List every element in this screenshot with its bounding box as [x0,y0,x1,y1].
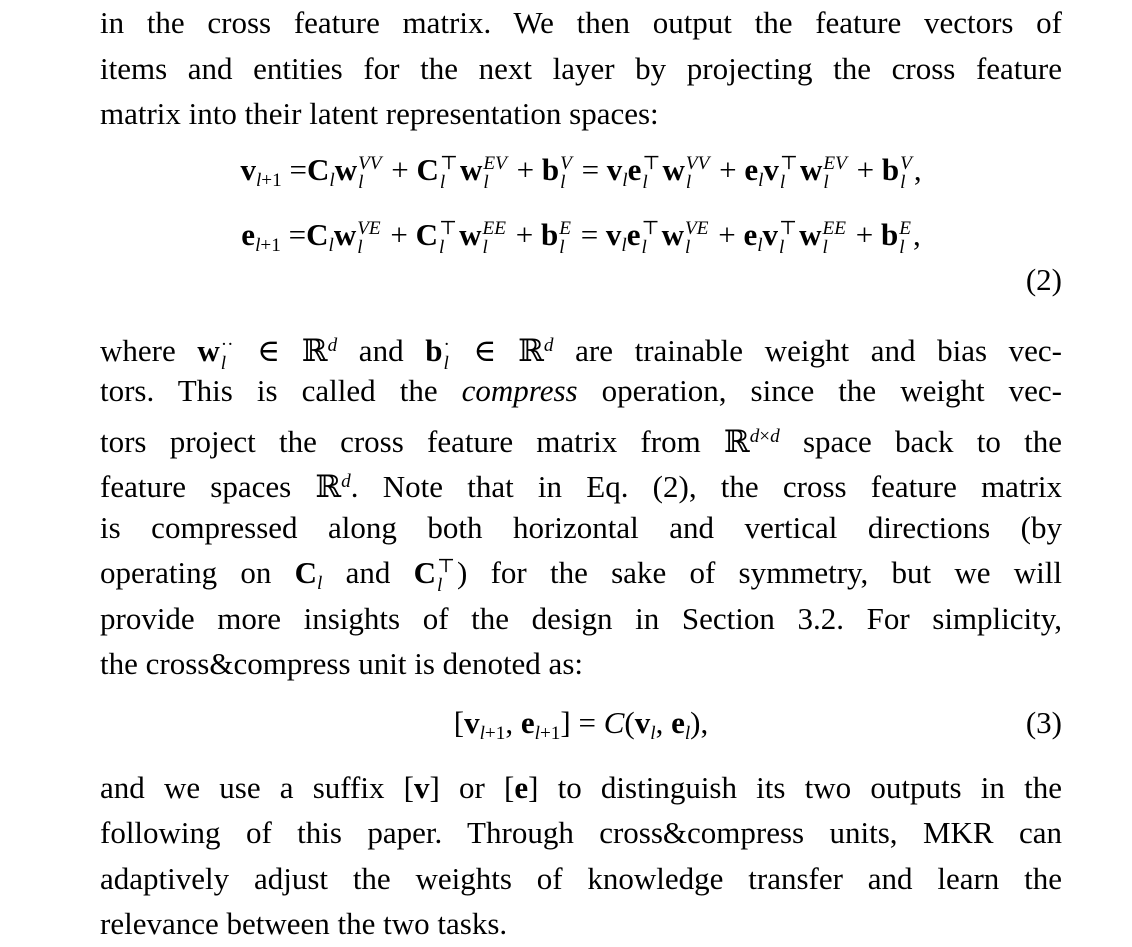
math-italic-var: EE [482,217,506,239]
sup-row [483,219,506,238]
math-italic-var: l [443,352,449,374]
math-bold-var: v [240,151,256,187]
math-italic-var: l [757,234,763,256]
sup-row [642,219,660,238]
text-run: + [382,216,416,252]
text-run: · [443,333,450,355]
math-italic-var: l [621,234,627,256]
text-line [100,810,1062,856]
math-bold-var: v [762,216,779,252]
sub-row [437,576,455,595]
math-bold-var: w [334,151,358,187]
math-italic-var: l [328,234,334,256]
subscript [535,723,561,744]
math-italic-var: EE [822,217,846,239]
sup-row [443,335,449,354]
math-italic-var: l [684,722,691,744]
math-bold-var: w [333,216,357,252]
text-line [100,0,1062,46]
text-run: and [337,332,426,368]
sup-row [559,219,571,238]
text-line [100,459,1062,505]
text-run: , [655,704,672,740]
text-run: ∈ ℝ [451,332,544,368]
sup-sub-stack [439,219,457,257]
math-italic-var: l [758,169,764,191]
math-bold-var: w [662,151,685,187]
equation-number: (2) [1025,261,1062,297]
sup-sub-stack [823,154,846,192]
sub-row [358,173,381,192]
math-bold-var: v [634,704,651,740]
math-italic-var: l [779,171,786,193]
text-line [100,46,1062,92]
math-italic-var: l [255,234,261,256]
sub-row [823,238,846,257]
sup-row [823,154,846,173]
text-run: +1 [261,169,282,191]
sup-sub-stack [823,219,846,257]
math-italic-var: l [559,236,565,258]
math-italic-var: l [899,236,905,258]
text-line [100,856,1062,902]
text-run: ∈ ℝ [235,332,328,368]
text-line [100,901,1062,947]
text-run: ) for the sake of symmetry, but we will [457,555,1062,590]
math-bold-var: v [464,704,480,740]
math-bold-var: b [881,151,900,187]
math-italic-var: E [899,217,911,239]
sup-sub-stack [440,154,458,192]
math-bold-var: v [605,216,622,252]
sup-row [642,154,660,173]
text-run: ), [690,704,709,740]
math-bold-var: C [294,555,317,590]
sup-sub-stack [779,219,797,257]
text-line [100,765,1062,811]
text-run: ] or [ [429,769,515,805]
sup-sub-stack [685,219,708,257]
sup-row [437,557,455,576]
sup-sub-stack [358,154,381,192]
math-italic-var: l [900,171,906,193]
equation-row [100,202,1062,267]
math-bold-var: e [743,216,758,252]
subscript [480,723,506,744]
sup-row [357,219,380,238]
sup-sub-stack [443,335,449,373]
math-italic-var: l [436,575,443,596]
math-bold-var: v [414,769,430,805]
math-italic-var: l [823,171,829,193]
math-italic-var: l [622,169,628,191]
math-italic-var: d [327,334,338,356]
text-run: ( [624,704,635,740]
sup-row [440,154,458,173]
text-run: the cross&compress unit is denoted as: [100,646,583,681]
text-line [100,368,1062,414]
sub-row [900,173,912,192]
equation-number: (3) [1025,704,1062,740]
text-run: = [573,151,607,187]
text-run: relevance between the two tasks. [100,906,508,941]
text-run: , [913,151,922,187]
sup-row [560,154,572,173]
text-run: provide more insights of the design in Section 3.2. For simplicity, [100,600,1062,636]
math-bold-var: w [661,216,684,252]
math-bold-var: C [416,151,439,187]
sup-row [900,154,912,173]
math-bold-var: e [671,704,685,740]
math-italic-var: V [560,152,572,174]
sup-sub-stack [642,219,660,257]
math-italic-var: VV [685,152,710,174]
math-italic-var: l [534,722,540,744]
sup-row [685,219,708,238]
math-italic-var: l [822,236,828,258]
sup-row [899,219,911,238]
text-run: ⊤ [641,217,660,239]
math-bold-var: C [306,216,329,252]
sup-sub-stack [686,154,709,192]
math-italic-var: l [357,236,363,258]
text-line [100,641,1062,687]
math-bold-var: b [540,216,559,252]
sup-row [686,154,709,173]
math-bold-var: C [415,216,439,252]
text-run: . Note that in Eq. (2), the cross feature matrix [350,469,1062,504]
text-run: space back to the [779,423,1062,459]
math-italic-var: l [316,573,323,594]
paragraph-1 [100,0,1062,137]
text-run: operation, since the weight vec- [577,373,1062,408]
math-italic-var: d [749,425,760,447]
sub-row [642,173,660,192]
text-run: ⊤ [642,152,661,174]
math-italic-var: VV [358,152,382,174]
text-line [100,323,1063,374]
math-italic-var: VE [357,217,381,239]
sup-row [779,219,797,238]
paper-column [100,0,1062,947]
math-bold-var: b [880,216,899,252]
text-line [100,91,1062,137]
sub-row [823,173,846,192]
math-bold-var: e [744,151,759,187]
text-run: ⊤ [436,556,456,577]
math-italic-var: l [329,169,335,191]
sub-row [483,173,506,192]
math-bold-var: e [627,151,642,187]
sup-sub-stack [559,219,571,257]
text-run: and [322,555,414,590]
math-italic-var: C [603,704,625,740]
sub-row [560,173,572,192]
sub-row [357,238,380,257]
math-italic-var: VE [684,217,709,239]
superscript [750,426,780,447]
text-run: are trainable weight and bias vec- [553,332,1063,368]
sub-row [779,238,797,257]
math-bold-var: w [459,216,482,252]
sub-row [439,238,457,257]
math-italic-var: d [770,425,780,447]
subscript [255,235,281,256]
math-italic-var: l [439,171,446,193]
sub-row [685,238,708,257]
sup-sub-stack [899,219,911,257]
text-run: operating on [100,555,295,590]
text-run: +1 [484,722,506,744]
math-italic-var: d [543,334,554,356]
equation-row [100,693,1062,753]
text-run: feature spaces ℝ [100,469,342,504]
text-run: and we use a suffix [ [100,769,414,805]
text-run: ] to distinguish its two outputs in the [528,769,1062,805]
math-italic-var: E [559,217,571,239]
text-line [100,550,1062,596]
text-run: where [100,332,198,368]
text-line [100,414,1062,460]
math-bold-var: e [241,216,256,252]
sup-sub-stack [483,154,506,192]
math-italic-var: l [255,169,262,191]
text-run: tors. This is called the [100,373,462,408]
math-bold-var: w [197,332,220,368]
math-italic-var: l [479,722,485,744]
sub-row [642,238,660,257]
sub-row [440,173,458,192]
sup-row [483,154,506,173]
sup-sub-stack [900,154,912,192]
text-run: + [383,151,417,187]
text-run: , [505,704,521,740]
sup-row [780,154,798,173]
text-run: × [759,425,771,447]
sup-sub-stack [357,219,380,257]
text-run: [ [453,704,465,740]
text-run: = [572,216,606,252]
math-bold-var: e [514,769,529,805]
equation-row [100,137,1062,202]
equation-2 [100,137,1062,297]
text-run: +1 [539,722,561,744]
math-bold-var: w [799,151,823,187]
math-bold-var: e [626,216,641,252]
superscript [328,335,338,356]
sup-row [221,335,234,354]
text-run: ⊤ [439,152,458,174]
text-run: is compressed along both horizontal and vertical directions (by [100,509,1062,545]
math-italic-var: l [560,171,566,193]
sup-row [358,154,381,173]
sup-sub-stack [780,154,798,192]
sup-sub-stack [560,154,572,192]
text-run: + [848,151,882,187]
text-line [100,596,1062,642]
text-run: ⊤ [779,152,798,174]
equation-3 [100,693,1062,753]
text-run: = [280,216,307,252]
math-bold-var: v [763,151,779,187]
math-italic-var: l [685,171,692,193]
text-run: + [711,151,745,187]
text-run: + [507,216,541,252]
text-run: ] = [560,704,604,740]
text-run: +1 [260,234,281,256]
math-bold-var: C [413,555,436,590]
sub-row [899,238,911,257]
text-run: = [281,151,307,187]
sub-row [559,238,571,257]
math-bold-var: C [306,151,330,187]
sup-row [823,219,846,238]
text-line [100,505,1062,551]
text-run: matrix into their latent representation spaces: [100,96,659,131]
italic-text: compress [461,373,578,408]
sub-row [780,173,798,192]
text-run: + [710,216,744,252]
math-italic-var: d [341,471,351,492]
math-italic-var: l [483,171,489,193]
sub-row [686,173,709,192]
math-bold-var: w [459,151,483,187]
math-italic-var: EV [823,152,847,174]
sub-row [483,238,506,257]
paragraph-3 [100,765,1062,947]
text-run: adaptively adjust the weights of knowledge transfer and learn the [100,860,1062,896]
sup-sub-stack [483,219,506,257]
math-italic-var: V [900,152,912,174]
math-italic-var: l [650,722,656,744]
math-bold-var: w [799,216,822,252]
subscript [256,170,282,191]
math-bold-var: e [520,704,535,740]
math-italic-var: l [439,236,445,258]
text-run: , [912,216,921,252]
text-run: items and entities for the next layer by projecting the cross feature [100,50,1062,86]
sup-sub-stack [221,335,234,373]
superscript [341,471,351,492]
text-run: + [847,216,881,252]
sup-sub-stack [642,154,660,192]
paragraph-2 [100,323,1062,687]
math-italic-var: l [684,236,691,258]
text-run: + [508,151,542,187]
text-run: ⊤ [779,217,798,239]
math-italic-var: EV [483,152,507,174]
math-bold-var: b [541,151,560,187]
math-italic-var: l [220,352,227,374]
math-italic-var: l [641,236,647,258]
math-italic-var: l [482,236,488,258]
text-run: tors project the cross feature matrix from ℝ [100,423,750,459]
text-run: ·· [220,333,234,355]
math-italic-var: l [779,236,785,258]
math-italic-var: l [642,171,648,193]
math-bold-var: b [425,332,443,368]
sup-sub-stack [437,557,455,595]
sup-row [439,219,457,238]
math-italic-var: l [358,171,364,193]
text-run: in the cross feature matrix. We then output the feature vectors of [100,5,1062,40]
math-bold-var: v [606,151,623,187]
text-run: following of this paper. Through cross&compress units, MKR can [100,815,1062,850]
text-run: ⊤ [439,217,458,239]
